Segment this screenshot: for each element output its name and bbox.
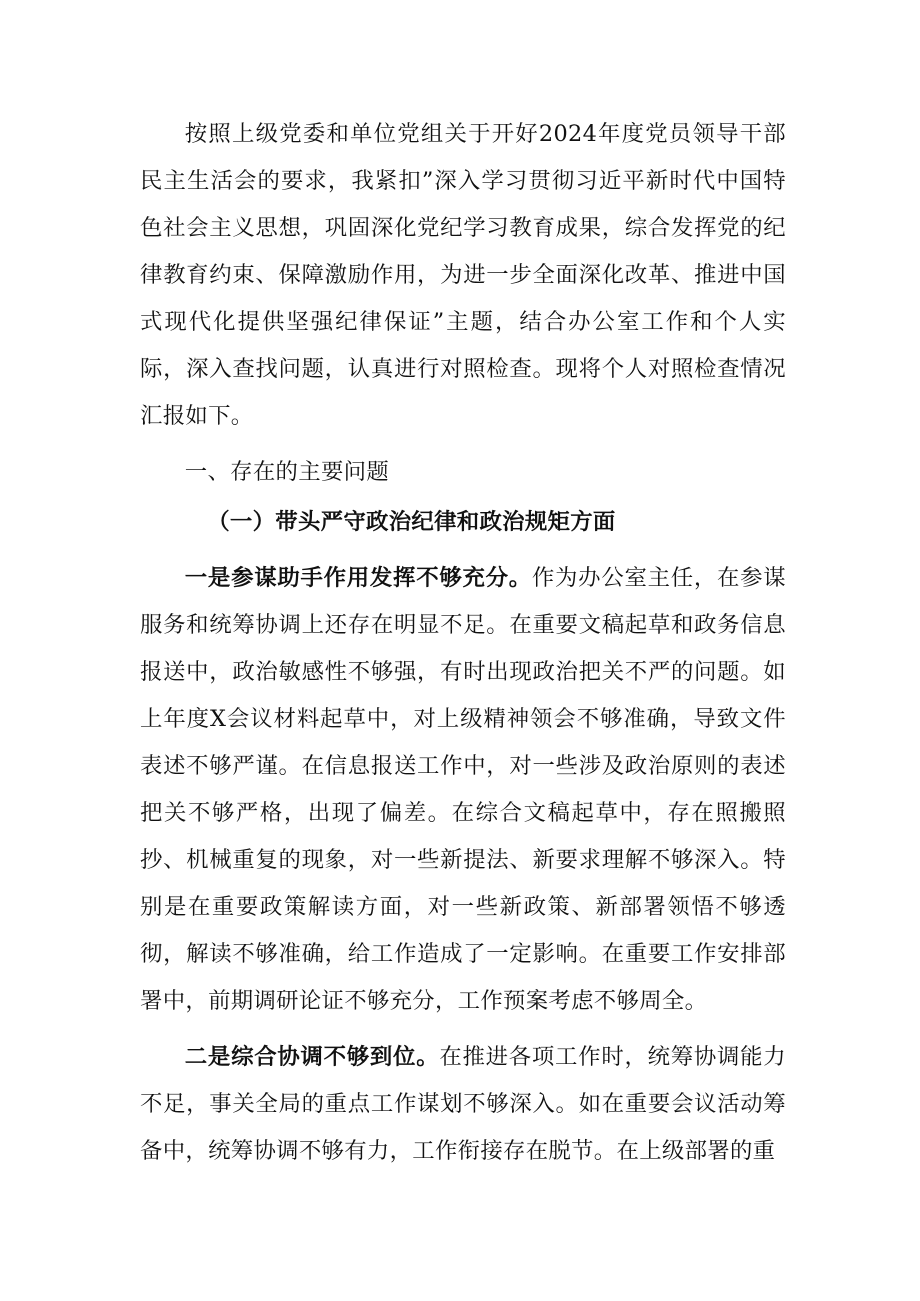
point-one-paragraph bbox=[140, 555, 786, 1025]
point-one-body: 作为办公室主任，在参谋服务和统筹协调上还存在明显不足。在重要文稿起草和政务信息报送中，政治敏感性不够强，有时出现政治把关不严的问题。如上年度X会议材料起草中，对上级精神领会不够准确，导致文件表述不够严谨。在信息报送工作中，对一些涉及政治原则的表述把关不够严格，出现了偏差。在综合文稿起草中，存在照搬照抄、机械重复的现象，对一些新提法、新要求理解不够深入。特别是在重要政策解读方面，对一些新政策、新部署领悟不够透彻，解读不够准确，给工作造成了一定影响。在重要工作安排部署中，前期调研论证不够充分，工作预案考虑不够周全。 bbox=[140, 565, 786, 1014]
document-body bbox=[140, 111, 786, 1175]
point-two-lead: 二是综合协调不够到位。 bbox=[184, 1044, 440, 1070]
intro-paragraph: 按照上级党委和单位党组关于开好2024年度党员领导干部民主生活会的要求，我紧扣”深入学习贯彻习近平新时代中国特色社会主义思想，巩固深化党纪学习教育成果，综合发挥党的纪律教育约束、保障激励作用，为进一步全面深化改革、推进中国式现代化提供坚强纪律保证”主题，结合办公室工作和个人实际，深入查找问题，认真进行对照检查。现将个人对照检查情况汇报如下。 bbox=[140, 121, 786, 429]
point-two-body: 在推进各项工作时，统筹协调能力不足，事关全局的重点工作谋划不够深入。如在重要会议活动筹备中，统筹协调不够有力，工作衔接存在脱节。在上级部署的重 bbox=[140, 1044, 786, 1164]
section-heading: 一、存在的主要问题 bbox=[184, 459, 390, 485]
point-two-paragraph bbox=[140, 1034, 786, 1175]
point-one-lead: 一是参谋助手作用发挥不够充分。 bbox=[184, 565, 532, 591]
subsection-heading: （一）带头严守政治纪律和政治规矩方面 bbox=[207, 509, 616, 535]
